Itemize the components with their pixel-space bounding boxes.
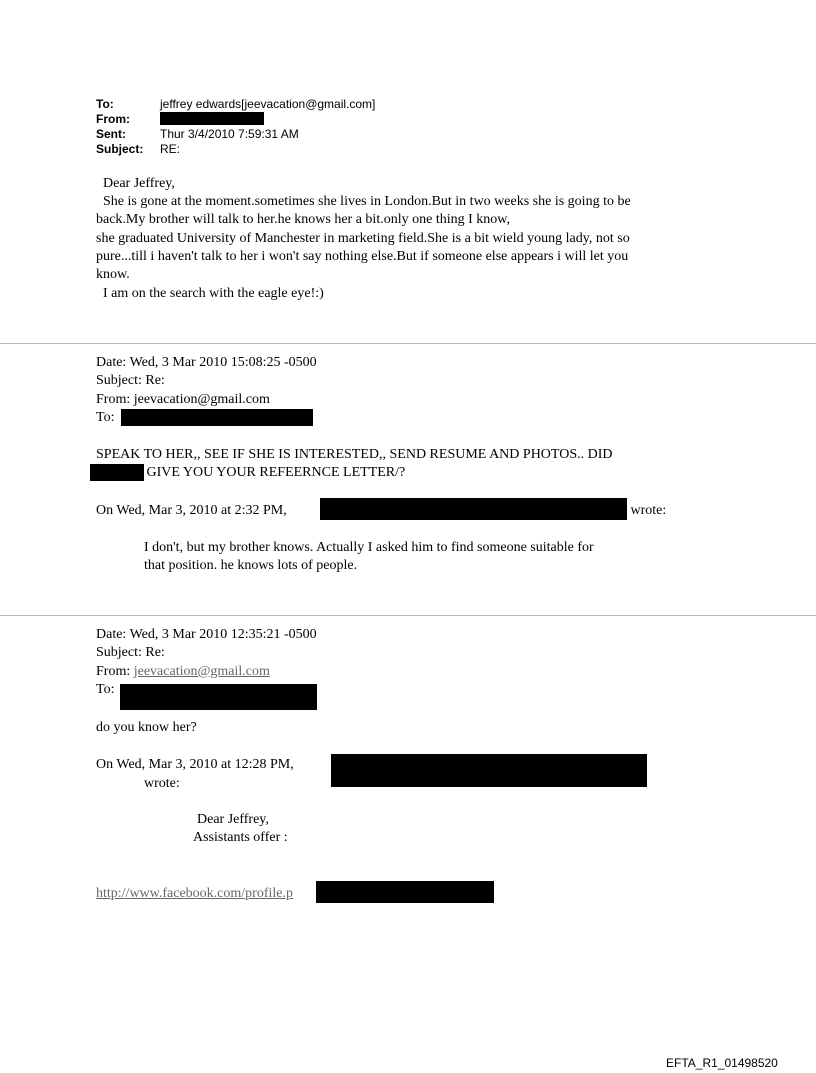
msg1-line: I am on the search with the eagle eye!:) <box>96 286 324 301</box>
msg1-greeting: Dear Jeffrey, <box>96 176 175 191</box>
msg2-on-prefix: On Wed, Mar 3, 2010 at 2:32 PM, <box>96 503 287 518</box>
msg1-line: pure...till i haven't talk to her i won't say nothing else.But if someone else appears i will let you <box>96 249 629 264</box>
redaction-sender <box>331 754 647 787</box>
msg3-on-wrote: wrote: <box>144 776 180 791</box>
to-label: To: <box>96 97 114 111</box>
redaction-link <box>316 881 494 903</box>
msg2-quote-line: I don't, but my brother knows. Actually I asked him to find someone suitable for <box>144 540 594 555</box>
msg3-quote-line: Assistants offer : <box>193 830 288 845</box>
divider <box>0 615 816 616</box>
msg3-date: Date: Wed, 3 Mar 2010 12:35:21 -0500 <box>96 627 317 642</box>
redaction-to <box>120 684 317 710</box>
msg1-line: back.My brother will talk to her.he knows her a bit.only one thing I know, <box>96 212 510 227</box>
msg2-to: To: <box>96 410 115 425</box>
msg3-body: do you know her? <box>96 720 197 735</box>
msg3-from-label: From: <box>96 664 134 679</box>
msg2-on-suffix: wrote: <box>627 503 667 518</box>
sent-value: Thur 3/4/2010 7:59:31 AM <box>160 127 299 141</box>
subject-value: RE: <box>160 142 181 156</box>
msg2-subject: Subject: Re: <box>96 373 165 388</box>
divider <box>0 343 816 344</box>
redaction-to <box>121 409 313 426</box>
sent-label: Sent: <box>96 127 126 141</box>
msg1-line: She is gone at the moment.sometimes she lives in London.But in two weeks she is going to be <box>96 194 631 209</box>
msg3-to: To: <box>96 682 115 697</box>
facebook-link[interactable]: http://www.facebook.com/profile.p <box>96 886 293 901</box>
msg2-date: Date: Wed, 3 Mar 2010 15:08:25 -0500 <box>96 355 317 370</box>
msg2-body-line1: SPEAK TO HER,, SEE IF SHE IS INTERESTED,, SEND RESUME AND PHOTOS.. DID <box>96 447 613 462</box>
msg3-subject: Subject: Re: <box>96 645 165 660</box>
subject-label: Subject: <box>96 142 144 156</box>
msg1-line: know. <box>96 267 130 282</box>
to-value: jeffrey edwards[jeevacation@gmail.com] <box>160 97 376 111</box>
msg3-quote-greeting: Dear Jeffrey, <box>197 812 269 827</box>
from-label: From: <box>96 112 130 126</box>
document-id: EFTA_R1_01498520 <box>666 1056 778 1070</box>
msg2-quote-line: that position. he knows lots of people. <box>144 558 358 573</box>
msg3-from <box>96 663 270 681</box>
redaction-sender <box>320 498 627 520</box>
msg3-from-link[interactable]: jeevacation@gmail.com <box>133 664 270 679</box>
msg1-line: she graduated University of Manchester in marketing field.She is a bit wield young lady, not so <box>96 231 630 246</box>
msg2-body-line2: GIVE YOU YOUR REFEERNCE LETTER/? <box>143 465 406 480</box>
msg3-on-prefix: On Wed, Mar 3, 2010 at 12:28 PM, <box>96 757 294 772</box>
redaction-from <box>160 112 264 125</box>
redaction-name <box>90 464 144 481</box>
msg2-from: From: jeevacation@gmail.com <box>96 392 270 407</box>
